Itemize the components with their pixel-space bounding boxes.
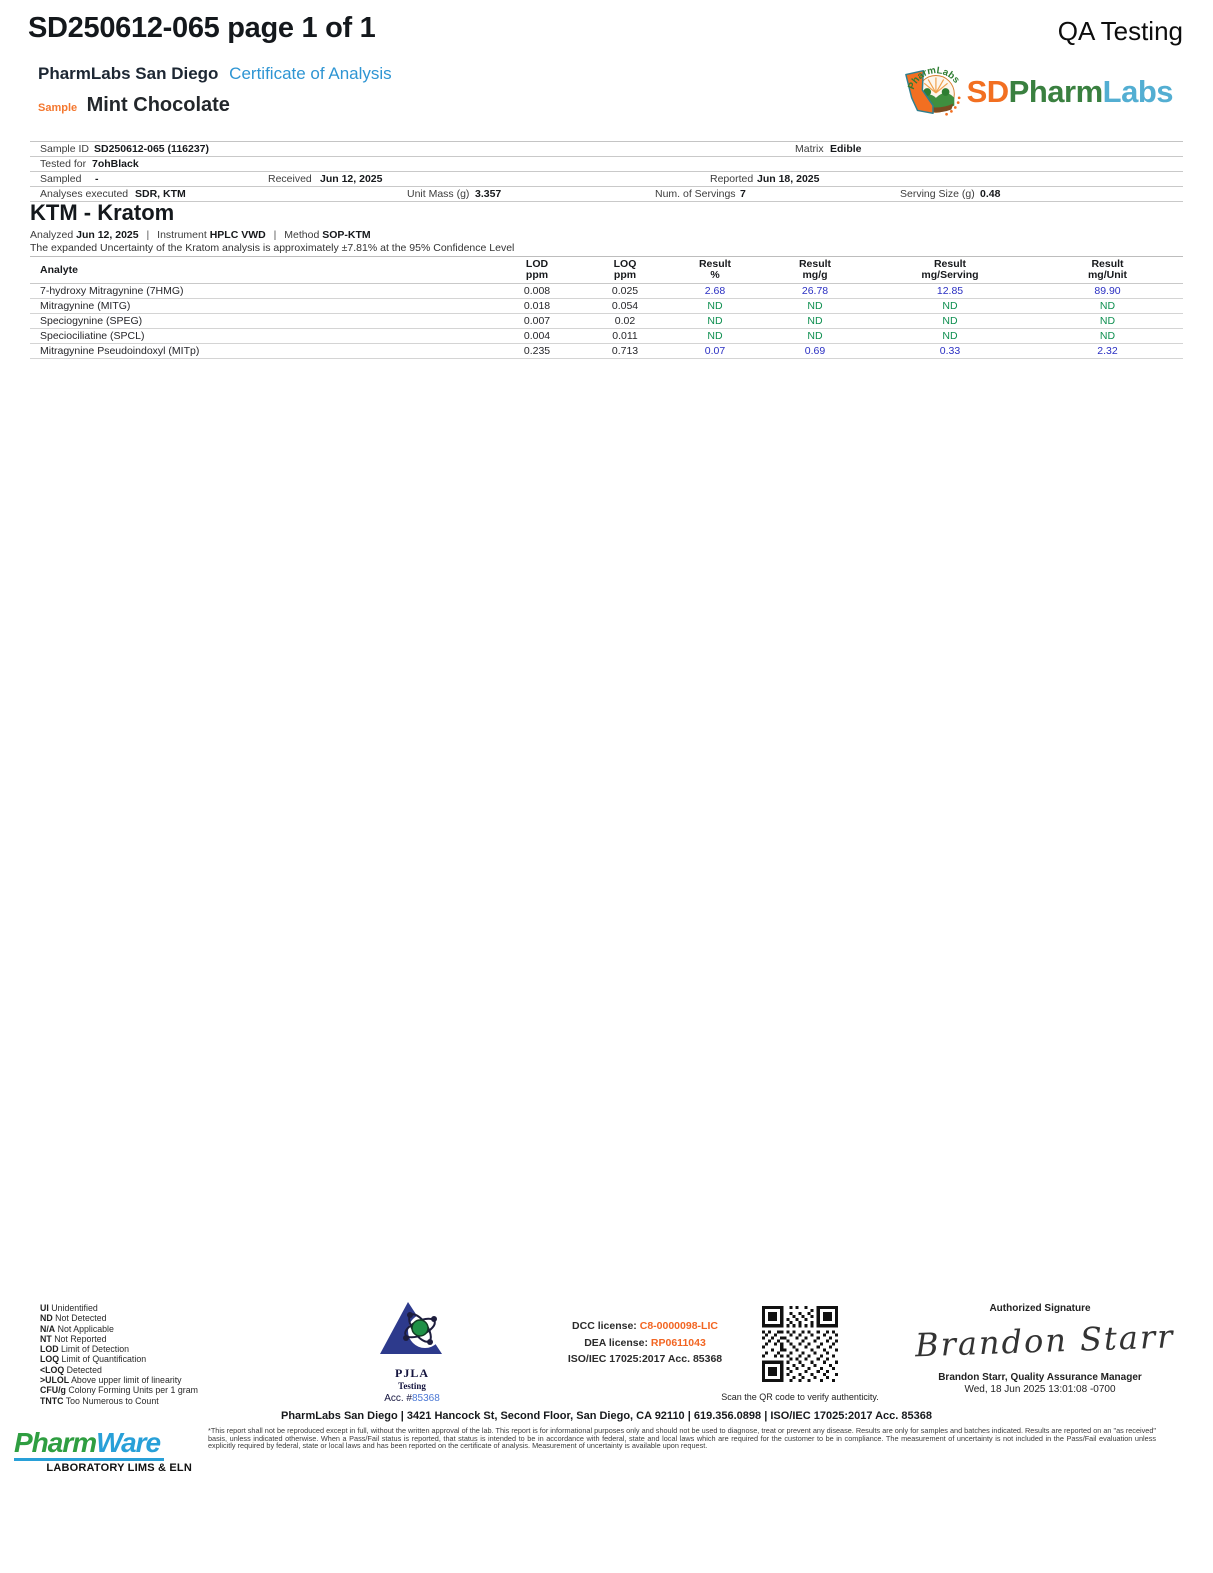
unit-mass-label: Unit Mass (g) xyxy=(407,188,470,200)
result-pct: 0.07 xyxy=(668,344,762,359)
matrix-value: Edible xyxy=(830,143,862,155)
result-mgg: 0.69 xyxy=(762,344,868,359)
uncertainty-note: The expanded Uncertainty of the Kratom analysis is approximately ±7.81% at the 95% Confidence Level xyxy=(30,242,515,254)
legend-item: NT Not Reported xyxy=(40,1333,107,1344)
serving-size-value: 0.48 xyxy=(980,188,1001,200)
result-mgserving: ND xyxy=(868,299,1032,314)
signature-script: Brandon Starr xyxy=(914,1317,1176,1365)
pharmlabs-logo xyxy=(902,62,1173,122)
signature-block xyxy=(914,1303,1176,1395)
reported-value: Jun 18, 2025 xyxy=(757,173,820,185)
qr-caption: Scan the QR code to verify authenticity. xyxy=(721,1392,879,1402)
result-mgserving: ND xyxy=(868,329,1032,344)
svg-text:PharmLabs: PharmLabs xyxy=(905,65,962,92)
analyte-name: Mitragynine Pseudoindoxyl (MITp) xyxy=(30,344,492,359)
result-mgg: 26.78 xyxy=(762,284,868,299)
col-lod: LOD ppm xyxy=(492,257,582,284)
sampled-label: Sampled xyxy=(40,173,82,185)
loq-value: 0.025 xyxy=(582,284,668,299)
logo-labs: Labs xyxy=(1102,74,1173,109)
separator: | xyxy=(273,229,277,241)
lab-title-line xyxy=(38,64,392,84)
table-row xyxy=(30,172,1183,187)
legend-item: N/A Not Applicable xyxy=(40,1323,114,1334)
col-result-mgserving: Result mg/Serving xyxy=(868,257,1032,284)
col-analyte: Analyte xyxy=(30,257,492,284)
sample-title-line xyxy=(38,94,230,117)
result-pct: ND xyxy=(668,299,762,314)
result-pct: ND xyxy=(668,329,762,344)
result-mgunit: ND xyxy=(1032,299,1183,314)
sample-name: Mint Chocolate xyxy=(86,94,230,116)
loq-value: 0.011 xyxy=(582,329,668,344)
pjla-triangle-atom-icon xyxy=(372,1296,452,1360)
pjla-testing-label: Testing xyxy=(398,1381,426,1391)
abbreviation-legend xyxy=(40,1303,198,1406)
sampled-value: - xyxy=(95,173,99,185)
pharmware-logo xyxy=(14,1428,224,1474)
result-mgg: ND xyxy=(762,314,868,329)
pjla-name: PJLA xyxy=(395,1366,429,1380)
result-mgserving: 12.85 xyxy=(868,284,1032,299)
pharmlabs-wordmark xyxy=(967,74,1173,110)
table-header-row xyxy=(30,257,1183,284)
lod-value: 0.008 xyxy=(492,284,582,299)
result-mgserving: 0.33 xyxy=(868,344,1032,359)
serving-size-label: Serving Size (g) xyxy=(900,188,975,200)
result-mgunit: ND xyxy=(1032,329,1183,344)
separator: | xyxy=(146,229,150,241)
analyte-name: Mitragynine (MITG) xyxy=(30,299,492,314)
col-loq: LOQ ppm xyxy=(582,257,668,284)
authorized-signature-label: Authorized Signature xyxy=(989,1303,1091,1314)
col-result-pct: Result % xyxy=(668,257,762,284)
legend-item: ND Not Detected xyxy=(40,1313,107,1324)
sample-info-table xyxy=(30,141,1183,202)
reported-label: Reported xyxy=(710,173,754,185)
qr-code-icon xyxy=(760,1306,840,1382)
result-pct: 2.68 xyxy=(668,284,762,299)
pjla-accreditation-number: Acc. #85368 xyxy=(384,1393,440,1404)
result-mgg: ND xyxy=(762,299,868,314)
table-row xyxy=(30,314,1183,329)
analyses-value: SDR, KTM xyxy=(135,188,186,200)
lod-value: 0.007 xyxy=(492,314,582,329)
analyzed-date: Jun 12, 2025 xyxy=(76,229,139,241)
iso-accreditation-line: ISO/IEC 17025:2017 Acc. 85368 xyxy=(567,1353,723,1365)
lab-address-line: PharmLabs San Diego | 3421 Hancock St, Second Floor, San Diego, CA 92110 | 619.356.0898 | ISO/IEC 17025:2017 Acc. 85368 xyxy=(280,1410,932,1422)
servings-label: Num. of Servings xyxy=(655,188,736,200)
loq-value: 0.02 xyxy=(582,314,668,329)
tested-for-value: 7ohBlack xyxy=(92,158,139,170)
instrument-label: Instrument xyxy=(157,229,207,241)
tested-for-label: Tested for xyxy=(40,158,87,170)
pharmware-wordmark: PharmWare xyxy=(14,1428,164,1461)
analyzed-label: Analyzed xyxy=(30,229,74,241)
result-mgunit: 89.90 xyxy=(1032,284,1183,299)
legend-item: TNTC Too Numerous to Count xyxy=(40,1395,159,1406)
kratom-results-table xyxy=(30,256,1183,359)
table-row xyxy=(30,344,1183,359)
table-row xyxy=(30,187,1183,202)
pharmlabs-emblem-icon xyxy=(902,62,964,122)
sample-id-label: Sample ID xyxy=(40,143,90,155)
qa-testing-label: QA Testing xyxy=(1057,16,1183,46)
legend-item: UI Unidentified xyxy=(40,1303,98,1313)
table-row xyxy=(30,299,1183,314)
analyte-name: 7-hydroxy Mitragynine (7HMG) xyxy=(30,284,492,299)
received-value: Jun 12, 2025 xyxy=(320,173,383,185)
signer-name-title: Brandon Starr, Quality Assurance Manager xyxy=(938,1372,1142,1383)
page-title: SD250612-065 page 1 of 1 xyxy=(28,12,376,44)
legend-item: CFU/g Colony Forming Units per 1 gram xyxy=(40,1385,198,1396)
loq-value: 0.054 xyxy=(582,299,668,314)
result-mgunit: 2.32 xyxy=(1032,344,1183,359)
method-value: SOP-KTM xyxy=(322,229,371,241)
matrix-label: Matrix xyxy=(795,143,824,155)
lod-value: 0.235 xyxy=(492,344,582,359)
loq-value: 0.713 xyxy=(582,344,668,359)
legend-item: >ULOL Above upper limit of linearity xyxy=(40,1375,182,1386)
result-mgunit: ND xyxy=(1032,314,1183,329)
ktm-analysis-meta xyxy=(30,229,371,241)
report-disclaimer: *This report shall not be reproduced except in full, without the written approval of the lab. This report is for informational purposes only and should not be used to diagnose, treat or prevent any disease. Results are only for samples and batches indicated. Results are reported on an "as received" basis, unless indicated otherwise. When a Pass/Fail status is reported, that status is intended to be in accordance with federal, state and local laws which are required for the customer to be in compliance. The measurement of uncertainty is not included in the Pass/Fail evaluation unless explicitly required by federal, state or local laws and has been reported on the certificate of analysis. Measurement of uncertainty is available upon request. xyxy=(208,1426,1156,1451)
received-label: Received xyxy=(268,173,312,185)
analyte-name: Speciogynine (SPEG) xyxy=(30,314,492,329)
legend-item: <LOQ Detected xyxy=(40,1364,102,1375)
certificate-of-analysis-label: Certificate of Analysis xyxy=(229,64,392,83)
analyte-name: Speciociliatine (SPCL) xyxy=(30,329,492,344)
servings-value: 7 xyxy=(740,188,746,200)
result-mgg: ND xyxy=(762,329,868,344)
ktm-section-title: KTM - Kratom xyxy=(30,200,175,225)
instrument-value: HPLC VWD xyxy=(209,229,266,241)
table-row xyxy=(30,284,1183,299)
legend-item: LOQ Limit of Quantification xyxy=(40,1354,147,1365)
license-block xyxy=(505,1318,785,1368)
logo-sd: SD xyxy=(966,74,1009,109)
result-pct: ND xyxy=(668,314,762,329)
logo-pharm: Pharm xyxy=(1008,74,1103,109)
analyses-label: Analyses executed xyxy=(40,188,129,200)
dcc-license-line: DCC license: C8-0000098-LIC xyxy=(572,1320,718,1332)
table-row xyxy=(30,329,1183,344)
unit-mass-value: 3.357 xyxy=(475,188,502,200)
table-row xyxy=(30,157,1183,172)
result-mgserving: ND xyxy=(868,314,1032,329)
lab-name: PharmLabs San Diego xyxy=(38,64,219,83)
sample-label: Sample xyxy=(38,102,78,114)
lod-value: 0.018 xyxy=(492,299,582,314)
dea-license-line: DEA license: RP0611043 xyxy=(584,1336,706,1349)
col-result-mgunit: Result mg/Unit xyxy=(1032,257,1183,284)
lod-value: 0.004 xyxy=(492,329,582,344)
table-row xyxy=(30,142,1183,157)
pjla-accreditation-logo xyxy=(352,1296,472,1404)
col-result-mgg: Result mg/g xyxy=(762,257,868,284)
legend-item: LOD Limit of Detection xyxy=(40,1344,129,1355)
method-label: Method xyxy=(284,229,320,241)
pharmware-subtitle: LABORATORY LIMS & ELN xyxy=(46,1462,192,1474)
sample-id-value: SD250612-065 (116237) xyxy=(94,143,210,155)
signature-datetime: Wed, 18 Jun 2025 13:01:08 -0700 xyxy=(964,1384,1116,1395)
